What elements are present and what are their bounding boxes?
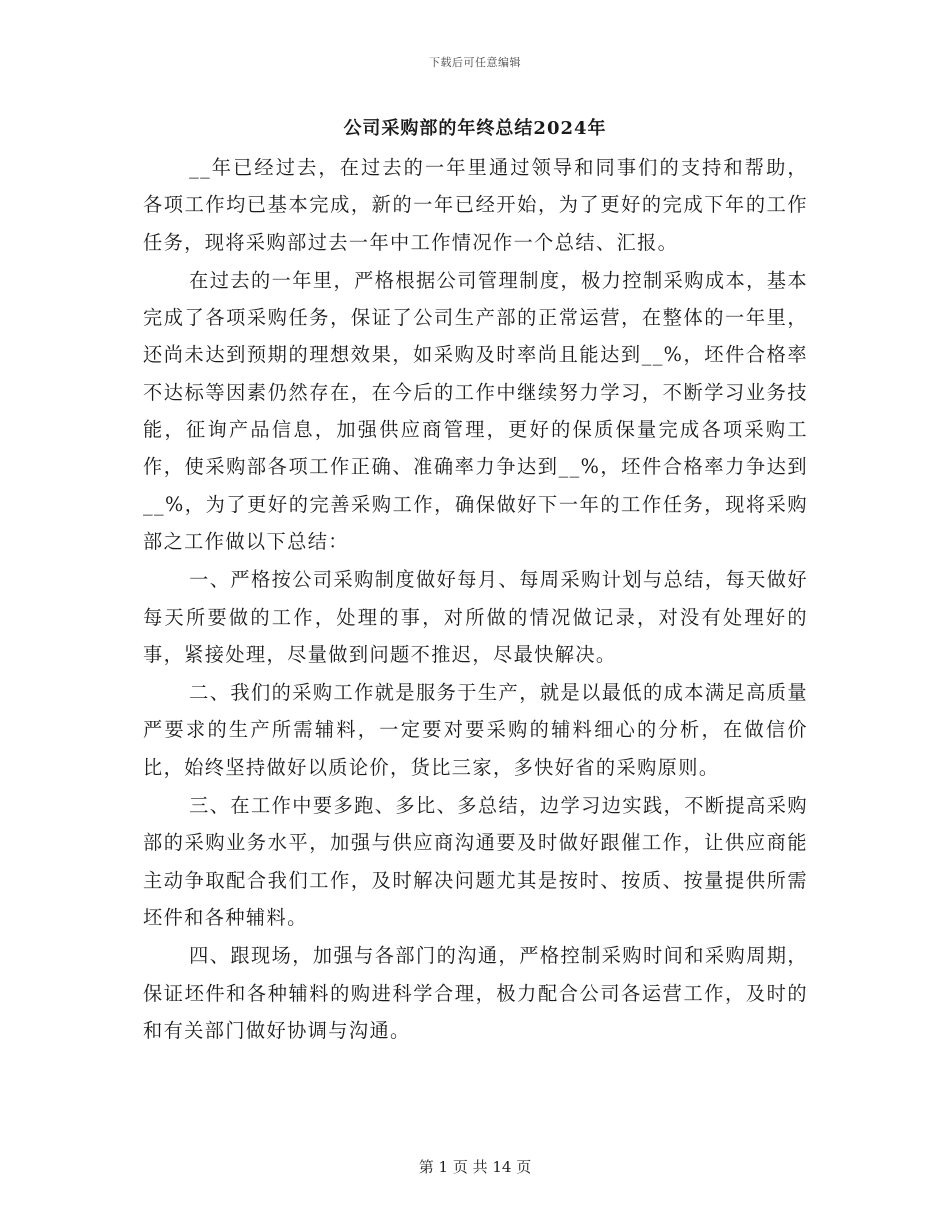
paragraph-overview: 在过去的一年里，严格根据公司管理制度，极力控制采购成本，基本完成了各项采购任务，保证了公司生产部的正常运营，在整体的一年里，还尚未达到预期的理想效果，如采购及时率尚且能达到__%，坯件合格率不达标等因素仍然存在，在今后的工作中继续努力学习，不断学习业务技能，征询产品信息，加强供应商管理，更好的保质保量完成各项采购工作，使采购部各项工作正确、准确率力争达到__%，坯件合格率力争达到__%，为了更好的完善采购工作，确保做好下一年的工作任务，现将采购部之工作做以下总结： [143, 268, 808, 553]
paragraph-intro: __年已经过去，在过去的一年里通过领导和同事们的支持和帮助，各项工作均已基本完成，新的一年已经开始，为了更好的完成下年的工作任务，现将采购部过去一年中工作情况作一个总结、汇报。 [143, 156, 808, 254]
paragraph-point-3: 三、在工作中要多跑、多比、多总结，边学习边实践，不断提高采购部的采购业务水平，加强与供应商沟通要及时做好跟催工作，让供应商能主动争取配合我们工作，及时解决问题尤其是按时、按质、按量提供所需坯件和各种辅料。 [143, 794, 808, 929]
document-body [143, 149, 808, 1049]
document-title: 公司采购部的年终总结2024年 [343, 118, 607, 139]
paragraph-point-1: 一、严格按公司采购制度做好每月、每周采购计划与总结，每天做好每天所要做的工作，处理的事，对所做的情况做记录，对没有处理好的事，紧接处理，尽量做到问题不推迟，尽最快解决。 [143, 568, 808, 666]
paragraph-point-4: 四、跟现场，加强与各部门的沟通，严格控制采购时间和采购周期，保证坯件和各种辅料的购进科学合理，极力配合公司各运营工作，及时的和有关部门做好协调与沟通。 [143, 944, 808, 1042]
page-number: 第 1 页 共 14 页 [418, 1158, 532, 1176]
paragraph-point-2: 二、我们的采购工作就是服务于生产，就是以最低的成本满足高质量严要求的生产所需辅料，一定要对要采购的辅料细心的分析，在做信价比，始终坚持做好以质论价，货比三家，多快好省的采购原则。 [143, 681, 808, 779]
page-header-note: 下载后可任意编辑 [429, 56, 521, 69]
